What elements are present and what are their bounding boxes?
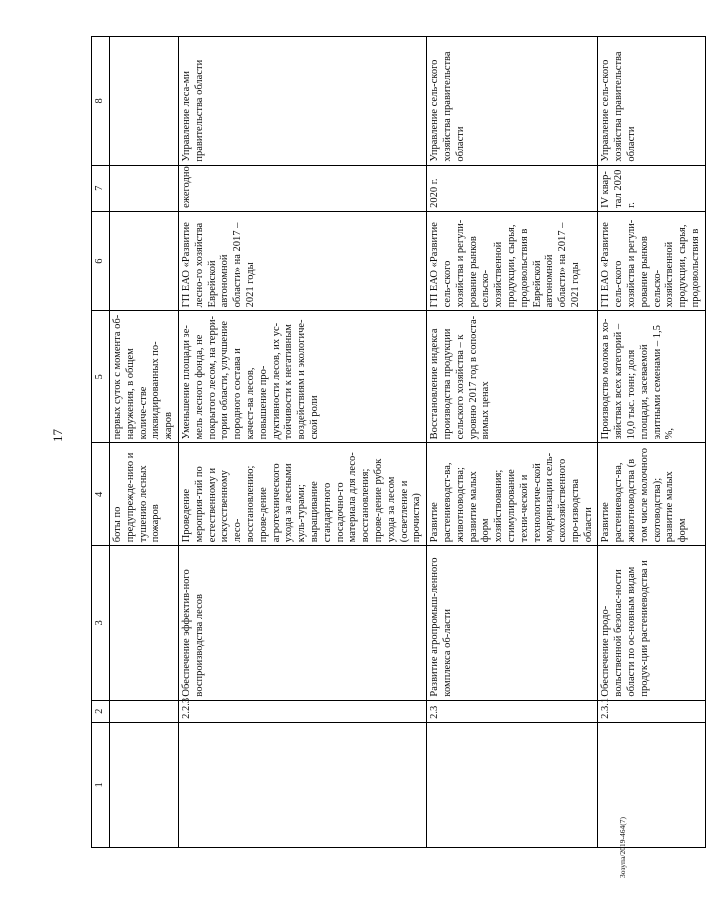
table-row bbox=[598, 37, 705, 848]
table-cell: Проведение мероприя-тий по естественному и искусственному лесо-восстановлению; прове-дение агротехнического ухода за лесными куль-турами; выращивание стандартного посадочно-го материала для лесо-восстановления; прове-дение рубок ухода за лесом (осветление и прочистка) bbox=[178, 443, 426, 546]
header-cell: 8 bbox=[92, 37, 110, 166]
table-header-row bbox=[92, 37, 110, 848]
table-cell: 2.2.3 bbox=[178, 700, 426, 722]
table-cell: Развитие растениеводст-ва, животноводства (в том числе молочного скотоводства); развитие малых форм bbox=[598, 443, 705, 546]
header-cell: 1 bbox=[92, 722, 110, 847]
header-cell: 5 bbox=[92, 311, 110, 443]
table-cell: ГП ЕАО «Развитие сель-ского хозяйства и регули-рование рынков сельско-хозяйственной продукции, сырья, продовольствия в Еврейской автономной области» на 2017 – 2021 годы bbox=[427, 211, 598, 310]
table-cell bbox=[110, 722, 179, 847]
document-code: 3озупа/2019-464(7) bbox=[618, 817, 627, 878]
header-cell: 2 bbox=[92, 700, 110, 722]
table-cell: Восстановление индекса производства продукции сельского хозяйства – к уровню 2017 год в сопоста-вимых ценах bbox=[427, 311, 598, 443]
header-cell: 3 bbox=[92, 546, 110, 700]
table-cell bbox=[110, 165, 179, 211]
table-cell bbox=[178, 722, 426, 847]
table-cell: 2020 г. bbox=[427, 165, 598, 211]
table-cell: первых суток с момента об-наружения, в общем количе-стве ликвидированных по-жаров bbox=[110, 311, 179, 443]
table-cell: Развитие агропромыш-ленного комплекса об-ласти bbox=[427, 546, 598, 700]
header-cell: 6 bbox=[92, 211, 110, 310]
table-cell: Производство молока в хо-зяйствах всех категорий – 10,0 тыс. тонн; доля площади, засеваемой элитными семенами – 1,5 %, bbox=[598, 311, 705, 443]
page-number: 17 bbox=[50, 429, 65, 442]
table-cell: Управление леса-ми правительства области bbox=[178, 37, 426, 166]
table-row bbox=[427, 37, 598, 848]
table-cell: 2.3.1 bbox=[598, 700, 705, 722]
table-cell bbox=[427, 722, 598, 847]
table-cell: Управление сель-ского хозяйства правительства области bbox=[427, 37, 598, 166]
header-cell: 7 bbox=[92, 165, 110, 211]
table-cell: боты по предупрежде-нию и тушению лесных пожаров bbox=[110, 443, 179, 546]
table-cell bbox=[110, 700, 179, 722]
table-cell: ГП ЕАО «Развитие лесно-го хозяйства Еврейской автономной области» на 2017 – 2021 годы bbox=[178, 211, 426, 310]
table-cell: Управление сель-ского хозяйства правительства области bbox=[598, 37, 705, 166]
table-cell bbox=[110, 211, 179, 310]
table-cell bbox=[110, 37, 179, 166]
table-cell: Развитие растениеводст-ва, животноводства; развитие малых форм хозяйствования; стимулирование техни-ческой и технологиче-ской модернизации сель-скохозяйственного про-изводства области bbox=[427, 443, 598, 546]
table-cell: IV квар-тал 2020 г. bbox=[598, 165, 705, 211]
table-row bbox=[178, 37, 426, 848]
table-cell: 2.3 bbox=[427, 700, 598, 722]
table-row bbox=[110, 37, 179, 848]
header-cell: 4 bbox=[92, 443, 110, 546]
table-cell: ежегодно bbox=[178, 165, 426, 211]
table-cell bbox=[598, 722, 705, 847]
table-cell: Обеспечение продо-вольственной безопас-ности области по ос-новным видам продук-ции растениеводства и bbox=[598, 546, 705, 700]
table-cell: ГП ЕАО «Развитие сель-ского хозяйства и регули-рование рынков сельско-хозяйственной продукции, сырья, продовольствия в bbox=[598, 211, 705, 310]
table-cell: Обеспечение эффектив-ного воспроизводства лесов bbox=[178, 546, 426, 700]
table-cell bbox=[110, 546, 179, 700]
table-cell: Уменьшение площади зе-мель лесного фонда, не покрытого лесом, на терри-тории области, улучшение породного состава и качест-ва лесов, повышение про-дуктивности лесов, их ус-тойчивости к негативным воздействиям и экологиче-ской роли bbox=[178, 311, 426, 443]
plan-table bbox=[91, 36, 706, 848]
